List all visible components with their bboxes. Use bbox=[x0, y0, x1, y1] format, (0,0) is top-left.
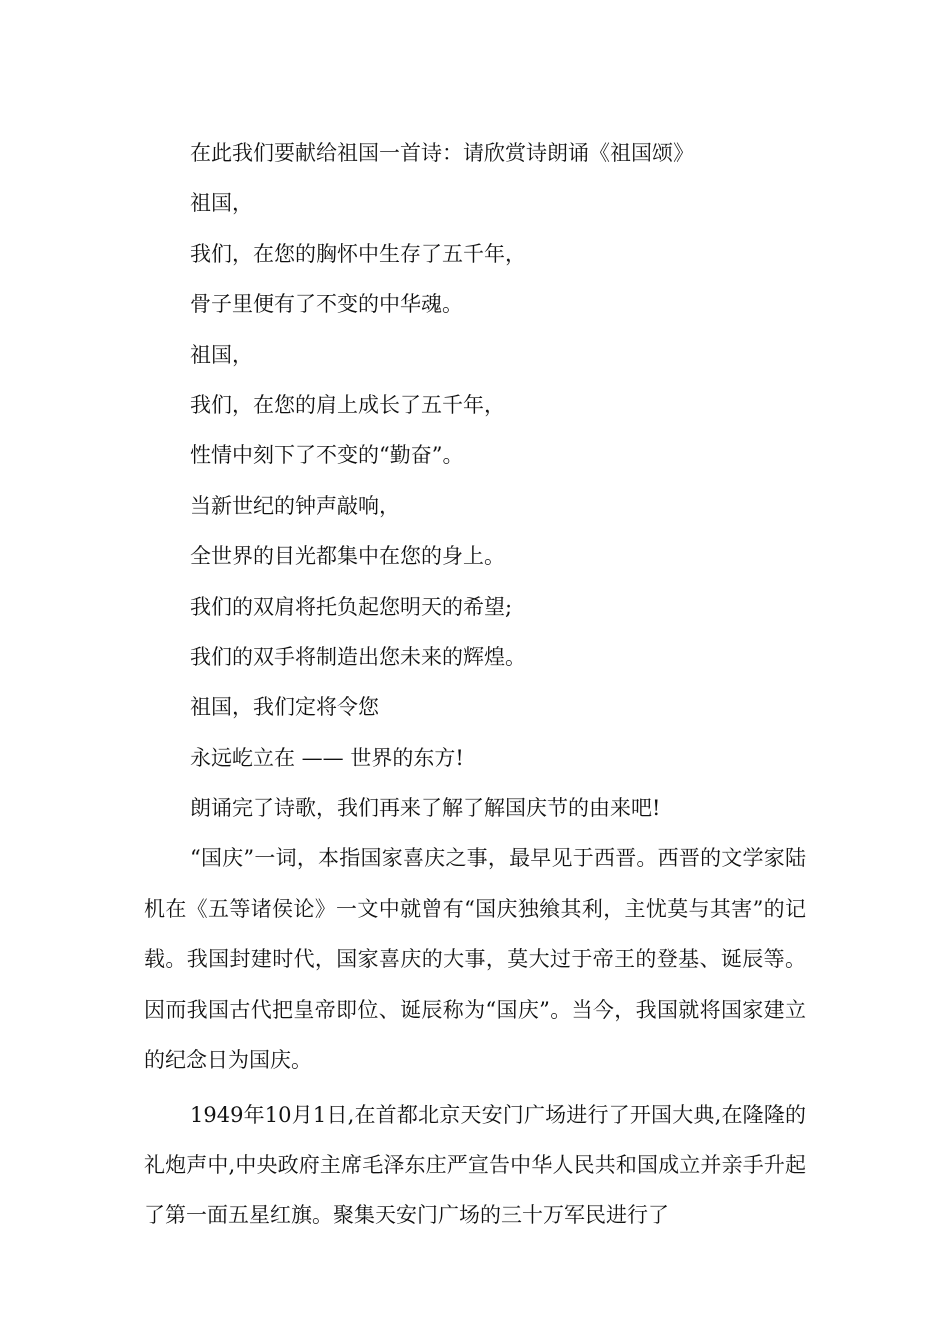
poem-line: 我们，在您的胸怀中生存了五千年， bbox=[190, 241, 526, 266]
history-paragraph: “国庆”一词，本指国家喜庆之事，最早见于西晋。西晋的文学家陆机在《五等诸侯论》一文中就曾有“国庆独飨其利，主忧莫与其害”的记载。我国封建时代，国家喜庆的大事，莫大过于帝王的登基、诞辰等。因而我国古代把皇帝即位、诞辰称为“国庆”。当今，我国就将国家建立的纪念日为国庆。 bbox=[144, 846, 806, 1073]
poem-line: 我们的双肩将托负起您明天的希望; bbox=[190, 594, 513, 619]
poem-line: 全世界的目光都集中在您的身上。 bbox=[190, 544, 505, 569]
poem-line: 性情中刻下了不变的“勤奋”。 bbox=[190, 443, 464, 468]
poem-line: 祖国， bbox=[190, 191, 253, 216]
poem-line: 祖国， bbox=[190, 342, 253, 367]
poem-line: 永远屹立在 —— 世界的东方! bbox=[190, 745, 464, 770]
poem-line: 我们的双手将制造出您未来的辉煌。 bbox=[190, 644, 526, 669]
poem-line: 祖国，我们定将令您 bbox=[190, 695, 379, 720]
transition-line: 朗诵完了诗歌，我们再来了解了解国庆节的由来吧! bbox=[190, 796, 661, 821]
document-body bbox=[144, 128, 806, 1241]
poem-line: 我们，在您的肩上成长了五千年， bbox=[190, 392, 505, 417]
poem-line: 当新世纪的钟声敲响， bbox=[190, 493, 400, 518]
poem-intro-line: 在此我们要献给祖国一首诗：请欣赏诗朗诵《祖国颂》 bbox=[190, 141, 694, 165]
founding-paragraph: 1949年10月1日,在首都北京天安门广场进行了开国大典,在隆隆的礼炮声中,中央政府主席毛泽东庄严宣告中华人民共和国成立并亲手升起了第一面五星红旗。聚集天安门广场的三十万军民进行了 bbox=[144, 1102, 806, 1228]
poem-line: 骨子里便有了不变的中华魂。 bbox=[190, 292, 463, 317]
